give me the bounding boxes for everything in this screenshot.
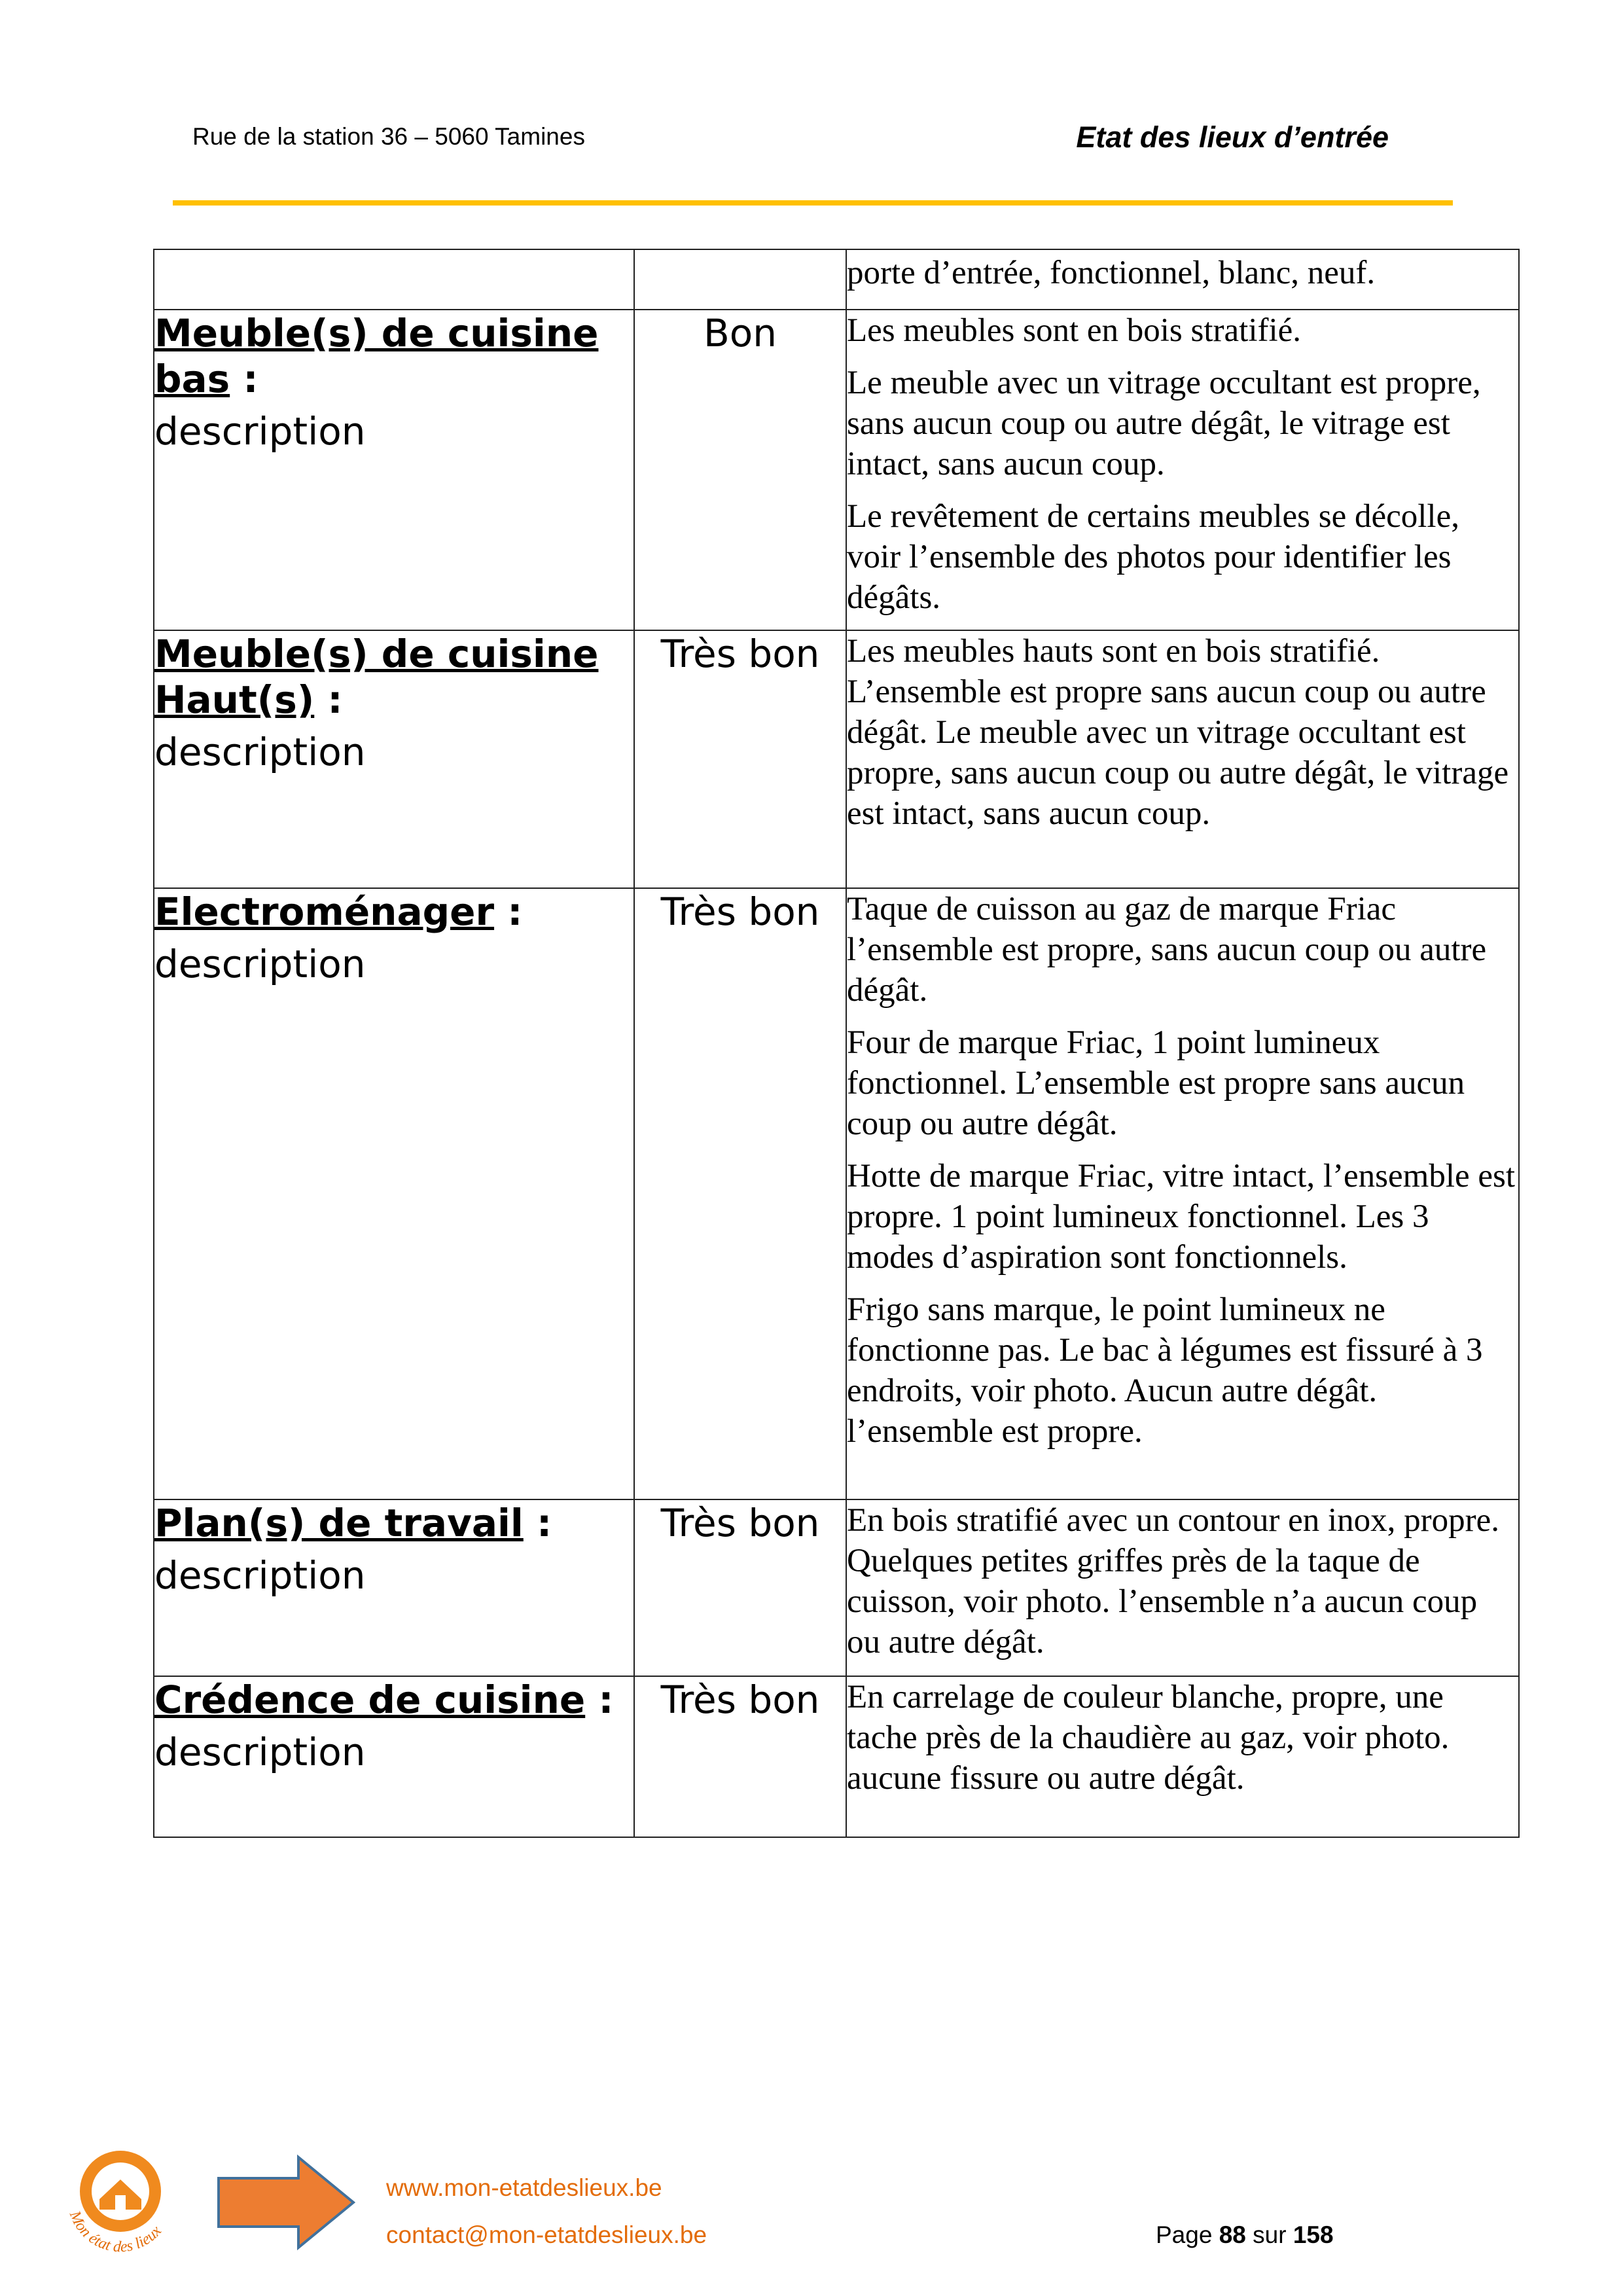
table-row — [154, 249, 1519, 310]
state-cell: Très bon — [634, 888, 846, 1499]
item-title — [154, 1677, 633, 1723]
item-title-suffix: : — [494, 889, 523, 934]
description-paragraph: porte d’entrée, fonctionnel, blanc, neuf. — [847, 255, 1376, 291]
header-address: Rue de la station 36 – 5060 Tamines — [192, 123, 585, 150]
item-title-text: Meuble(s) de cuisine Haut(s) — [154, 632, 599, 722]
brand-logo-icon — [55, 2139, 186, 2270]
item-subtitle: description — [154, 409, 366, 454]
item-title — [154, 631, 633, 723]
item-title-suffix: : — [585, 1677, 614, 1722]
state-cell: Très bon — [634, 630, 846, 888]
description-paragraph: Le revêtement de certains meubles se décolle, voir l’ensemble des photos pour identifier les dégâts. — [847, 498, 1459, 616]
item-subtitle: description — [154, 1730, 366, 1774]
item-title-text: Meuble(s) de cuisine bas — [154, 311, 599, 401]
item-cell — [154, 1676, 634, 1837]
description-paragraph: Hotte de marque Friac, vitre intact, l’ensemble est propre. 1 point lumineux fonctionnel. Les 3 modes d’aspiration sont fonctionnels. — [847, 1158, 1516, 1276]
page-total: 158 — [1293, 2221, 1334, 2248]
page-current: 88 — [1219, 2221, 1246, 2248]
item-title — [154, 1500, 633, 1546]
item-cell — [154, 249, 634, 310]
table-row — [154, 888, 1519, 1499]
item-cell — [154, 310, 634, 630]
table-row — [154, 1499, 1519, 1676]
description-paragraph: Frigo sans marque, le point lumineux ne fonctionne pas. Le bac à légumes est fissuré à 3 endroits, voir photo. Aucun autre dégât. l’ensemble est propre. — [847, 1291, 1483, 1450]
description-cell — [846, 310, 1519, 630]
description-paragraph: Le meuble avec un vitrage occultant est propre, sans aucun coup ou autre dégât, le vitrage est intact, sans aucun coup. — [847, 365, 1481, 482]
item-cell — [154, 1499, 634, 1676]
table-row — [154, 310, 1519, 630]
state-cell: Bon — [634, 310, 846, 630]
state-cell: Très bon — [634, 1676, 846, 1837]
item-title-text: Plan(s) de travail — [154, 1501, 524, 1545]
item-title-suffix: : — [314, 677, 343, 722]
inventory-table — [153, 249, 1520, 1838]
website-link[interactable]: www.mon-etatdeslieux.be — [386, 2174, 662, 2201]
logo-text: Mon état des lieux — [65, 2208, 165, 2256]
item-title-suffix: : — [230, 357, 259, 401]
item-subtitle: description — [154, 942, 366, 986]
item-title — [154, 889, 633, 935]
document-title: Etat des lieux d’entrée — [1076, 120, 1389, 154]
description-paragraph: En carrelage de couleur blanche, propre, une tache près de la chaudière au gaz, voir photo. aucune fissure ou autre dégât. — [847, 1679, 1450, 1797]
item-subtitle: description — [154, 1553, 366, 1598]
description-cell — [846, 1676, 1519, 1837]
page-separator: sur — [1253, 2221, 1287, 2248]
description-paragraph: Les meubles sont en bois stratifié. — [847, 312, 1302, 349]
item-cell — [154, 630, 634, 888]
item-title-text: Crédence de cuisine — [154, 1677, 586, 1722]
description-paragraph: En bois stratifié avec un contour en inox, propre. Quelques petites griffes près de la taque de cuisson, voir photo. l’ensemble n’a aucun coup ou autre dégât. — [847, 1502, 1500, 1660]
state-cell — [634, 249, 846, 310]
description-paragraph: Taque de cuisson au gaz de marque Friac l’ensemble est propre, sans aucun coup ou autre dégât. — [847, 891, 1487, 1009]
table-row — [154, 1676, 1519, 1837]
item-title — [154, 310, 633, 402]
state-cell: Très bon — [634, 1499, 846, 1676]
description-cell — [846, 249, 1519, 310]
description-paragraph: Four de marque Friac, 1 point lumineux fonctionnel. L’ensemble est propre sans aucun coup ou autre dégât. — [847, 1024, 1465, 1142]
description-paragraph: Les meubles hauts sont en bois stratifié. L’ensemble est propre sans aucun coup ou autre dégât. Le meuble avec un vitrage occultant est propre, sans aucun coup ou autre dégât, le vitrage est intact, sans aucun coup. — [847, 633, 1509, 832]
description-cell — [846, 630, 1519, 888]
description-cell — [846, 888, 1519, 1499]
page-label: Page — [1156, 2221, 1213, 2248]
page-number — [1156, 2221, 1334, 2249]
arrow-right-icon — [215, 2153, 359, 2251]
item-cell — [154, 888, 634, 1499]
contact-email-link[interactable]: contact@mon-etatdeslieux.be — [386, 2221, 707, 2248]
item-subtitle: description — [154, 730, 366, 774]
description-cell — [846, 1499, 1519, 1676]
table-row — [154, 630, 1519, 888]
item-title-suffix: : — [523, 1501, 552, 1545]
header-divider — [173, 200, 1453, 206]
item-title-text: Electroménager — [154, 889, 495, 934]
